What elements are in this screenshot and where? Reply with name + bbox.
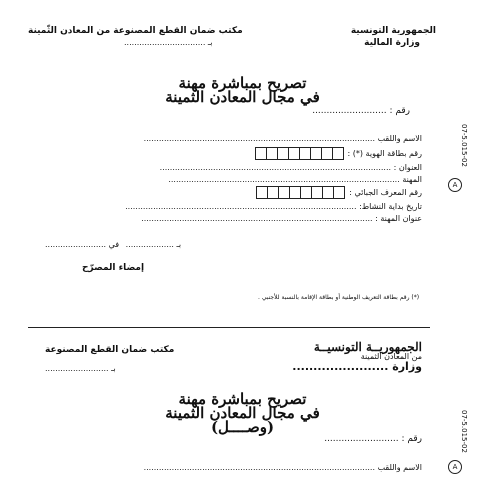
receipt-title-line-1: تصريح بمباشرة مهنة	[178, 390, 307, 408]
receipt-office-header: مكتب ضمان القطع المصنوعة	[45, 345, 175, 355]
place-date-row	[45, 240, 181, 249]
receipt-seal-icon: A	[448, 460, 462, 474]
receipt-ministry-sub: من المعادن الثمينة	[360, 352, 422, 361]
receipt-number-field[interactable]: ..........................	[324, 434, 399, 444]
footnote: (*) رقم بطاقة التعريف الوطنية أو بطاقة الإقامة بالنسبة للأجنبي .	[258, 294, 420, 301]
field-address	[17, 163, 422, 172]
seal-icon: A	[448, 178, 462, 192]
side-code: 07-5.015-02	[460, 124, 468, 167]
title-line-1: تصريح بمباشرة مهنة	[178, 74, 307, 92]
receipt-field-name-input[interactable]: ...........................................................................................	[143, 463, 376, 472]
field-profession	[17, 175, 422, 184]
field-label: رقم بطاقة الهوية (*) :	[347, 149, 422, 158]
receipt-ministry-header: وزارة .......................	[292, 360, 422, 373]
office-header: مكتب ضمان القطع المصنوعة من المعادن الثّمينة	[28, 26, 243, 36]
field-label: العنوان :	[393, 163, 422, 172]
field-work-address-input[interactable]: ...........................................................................................	[141, 214, 373, 223]
separator-line	[28, 327, 430, 328]
place-field[interactable]: ...................	[125, 240, 174, 249]
receipt-number-row	[324, 434, 422, 444]
form-title	[155, 76, 330, 104]
tax-id-boxes[interactable]	[257, 186, 345, 199]
date-field[interactable]: ........................	[45, 240, 107, 249]
receipt-office-line2[interactable]: بـ .........................	[45, 364, 116, 373]
field-work-address	[17, 214, 422, 223]
number-field[interactable]: ..........................	[312, 106, 387, 116]
field-label: الاسم واللقب	[377, 463, 422, 472]
field-profession-input[interactable]: ...........................................................................................	[168, 175, 400, 184]
signature-label: إمضاء المصرّح	[82, 263, 145, 273]
date-prefix: في	[108, 240, 120, 249]
id-card-boxes[interactable]	[256, 147, 344, 160]
field-label: عنوان المهنة :	[375, 214, 422, 223]
field-tax-id	[257, 186, 422, 199]
office-suffix: بـ ................................	[124, 38, 213, 47]
receipt-country-header: الجمهوريــة التونسيــة	[313, 340, 422, 354]
title-line-2: في مجال المعادن الثمينة	[165, 88, 320, 106]
place-prefix: بـ	[176, 240, 182, 249]
receipt-title	[155, 392, 330, 434]
number-label: رقم :	[389, 106, 410, 116]
receipt-side-code: 07-5.015-02	[460, 410, 468, 453]
number-row	[312, 106, 410, 116]
field-id-card	[256, 147, 422, 160]
field-start-date	[17, 202, 422, 211]
receipt-number-label: رقم :	[401, 434, 422, 444]
ministry-header: وزارة المالية	[364, 38, 420, 48]
field-label: الاسم واللقب	[377, 134, 422, 143]
receipt-field-name	[17, 463, 422, 472]
country-header: الجمهورية التونسية	[350, 26, 436, 36]
receipt-title-line-2: في مجال المعادن الثمينة	[165, 404, 320, 422]
field-name-input[interactable]: ...........................................................................................	[143, 134, 376, 143]
field-label: رقم المعرف الجبائي :	[349, 188, 422, 197]
field-label: تاريخ بداية النشاط:	[359, 202, 422, 211]
field-start-date-input[interactable]: ...........................................................................................	[125, 202, 357, 211]
receipt-title-line-3: (وصــــل)	[210, 418, 275, 436]
field-label: المهنة	[402, 175, 422, 184]
field-name	[17, 134, 422, 143]
field-address-input[interactable]: ...........................................................................................	[159, 163, 392, 172]
